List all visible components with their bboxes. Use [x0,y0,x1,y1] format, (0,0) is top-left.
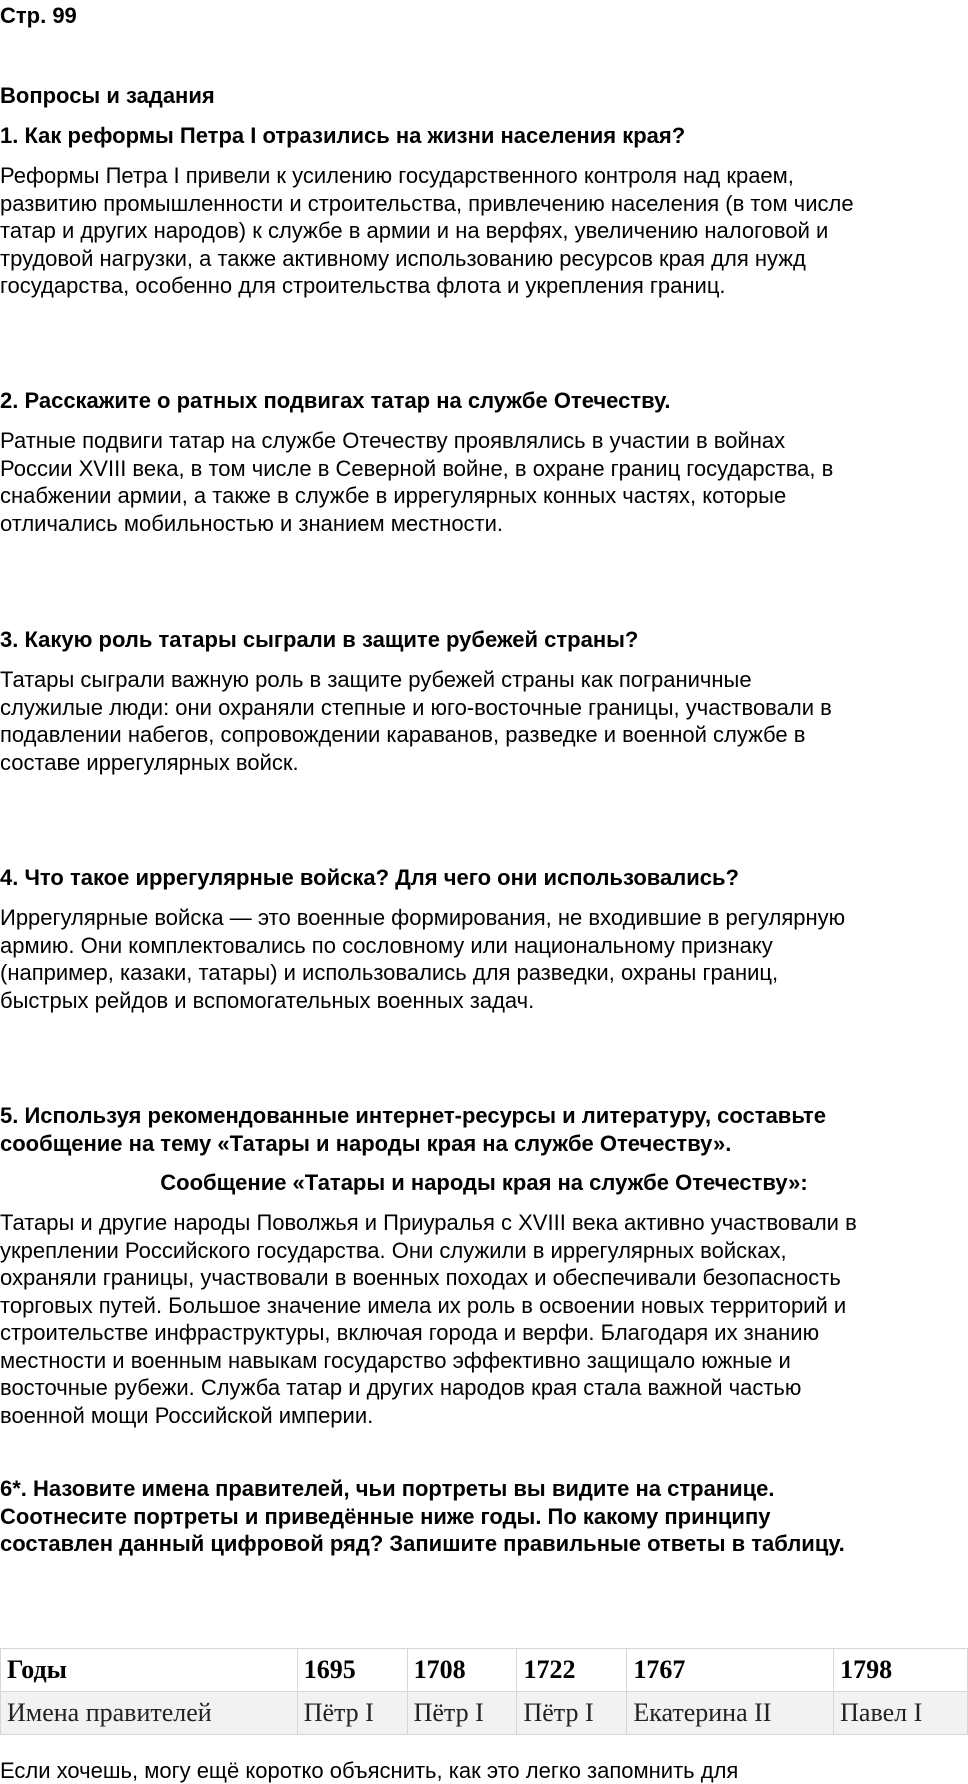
table-cell: Пётр I [297,1692,407,1735]
table-cell: 1695 [297,1649,407,1692]
question-2: 2. Расскажите о ратных подвигах татар на службе Отечеству. [0,388,671,413]
answer-line: служилые люди: они охраняли степные и юго-восточные границы, участвовали в [0,694,832,720]
table-cell: 1798 [834,1649,968,1692]
message-subtitle: Сообщение «Татары и народы края на службе Отечеству»: [160,1170,808,1195]
answer-line: государства, особенно для строительства флота и укрепления границ. [0,273,726,298]
answer-line: Ратные подвиги татар на службе Отечеству проявлялись в участии в войнах [0,428,786,453]
answer-line: Реформы Петра I привели к усилению государственного контроля над краем, [0,163,794,188]
answer-line: военной мощи Российской империи. [0,1402,374,1428]
table-cell: 1708 [407,1649,517,1692]
table-cell: 1767 [627,1649,834,1692]
answer-1 [0,162,968,300]
answer-2 [0,427,968,537]
answer-line: снабжении армии, а также в службе в иррегулярных конных частях, которые [0,483,787,508]
table-cell: Пётр I [517,1692,627,1735]
table-cell: Годы [1,1649,298,1692]
question-6 [0,1475,968,1558]
question-line: сообщение на тему «Татары и народы края на службе Отечеству». [0,1130,732,1156]
answer-line: татар и других народов) к службе в армии и на верфях, увеличению налоговой и [0,218,829,243]
answer-line: строительстве инфраструктуры, включая города и верфи. Благодаря их знанию [0,1320,820,1345]
rulers-table [0,1648,968,1735]
answer-line: трудовой нагрузки, а также активному использованию ресурсов края для нужд [0,245,806,271]
question-4: 4. Что такое иррегулярные войска? Для чего они использовались? [0,865,739,890]
table-cell: Екатерина II [627,1692,834,1735]
answer-line: быстрых рейдов и вспомогательных военных задач. [0,987,535,1013]
answer-line: охраняли границы, участвовали в военных походах и обеспечивали безопасность [0,1265,841,1290]
answer-line: местности и военным навыкам государство эффективно защищало южные и [0,1347,791,1373]
answer-line: торговых путей. Большое значение имела их роль в освоении новых территорий и [0,1292,847,1318]
answer-line: восточные рубежи. Служба татар и других народов края стала важной частью [0,1375,802,1400]
table-row-years [1,1649,968,1692]
answer-line: развитию промышленности и строительства, привлечению населения (в том числе [0,190,854,216]
answer-line: Татары и другие народы Поволжья и Приуралья с XVIII века активно участвовали в [0,1210,857,1235]
question-5 [0,1102,968,1157]
table-row-rulers [1,1692,968,1735]
table-cell: 1722 [517,1649,627,1692]
answer-line: (например, казаки, татары) и использовались для разведки, охраны границ, [0,960,779,985]
question-line: составлен данный цифровой ряд? Запишите правильные ответы в таблицу. [0,1531,845,1556]
question-line: 5. Используя рекомендованные интернет-ресурсы и литературу, составьте [0,1103,826,1128]
answer-line: отличались мобильностью и знанием местности. [0,510,504,536]
answer-5 [0,1209,968,1429]
question-line: Соотнесите портреты и приведённые ниже годы. По какому принципу [0,1503,771,1529]
answer-line: армию. Они комплектовались по сословному или национальному признаку [0,932,773,958]
answer-line: России XVIII века, в том числе в Северной войне, в охране границ государства, в [0,455,834,481]
answer-4 [0,904,968,1014]
table-cell: Имена правителей [1,1692,298,1735]
table-cell: Пётр I [407,1692,517,1735]
table-cell: Павел I [834,1692,968,1735]
question-1: 1. Как реформы Петра I отразились на жизни населения края? [0,123,686,148]
section-title: Вопросы и задания [0,83,215,108]
question-3: 3. Какую роль татары сыграли в защите рубежей страны? [0,627,639,652]
answer-line: подавлении набегов, сопровождении караванов, разведке и военной службе в [0,722,806,747]
answer-line: составе иррегулярных войск. [0,749,299,775]
page-number: Стр. 99 [0,3,77,28]
answer-line: укреплении Российского государства. Они служили в иррегулярных войсках, [0,1237,787,1263]
footer-line: Если хочешь, могу ещё коротко объяснить, как это легко запомнить для [0,1758,739,1783]
question-line: 6*. Назовите имена правителей, чьи портреты вы видите на странице. [0,1476,775,1501]
answer-line: Татары сыграли важную роль в защите рубежей страны как пограничные [0,667,752,692]
answer-3 [0,666,968,776]
answer-line: Иррегулярные войска — это военные формирования, не входившие в регулярную [0,905,846,930]
